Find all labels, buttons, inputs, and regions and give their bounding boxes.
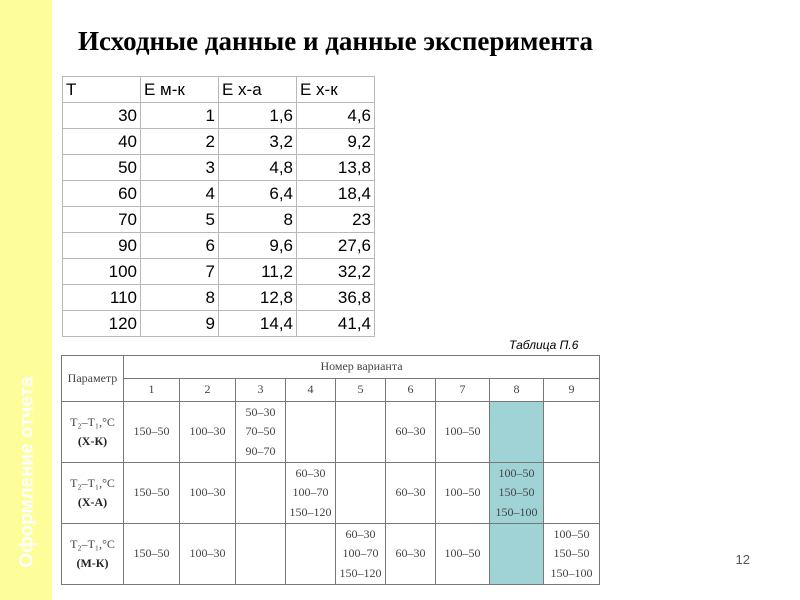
variant-cell: 150–50 — [124, 402, 180, 463]
variant-cell — [544, 402, 600, 463]
table-cell: 13,8 — [297, 155, 375, 181]
variant-cell — [336, 402, 386, 463]
variant-number: 3 — [236, 379, 286, 402]
sidebar-label: Оформление отчета — [17, 376, 38, 568]
table-row — [63, 233, 375, 259]
table-row — [63, 129, 375, 155]
header-cell: T — [63, 77, 141, 103]
table-cell: 100 — [63, 259, 141, 285]
table-row — [63, 155, 375, 181]
table-cell: 110 — [63, 285, 141, 311]
table-cell: 120 — [63, 311, 141, 337]
variant-cell: 150–50 — [124, 463, 180, 524]
variant-number: 6 — [386, 379, 436, 402]
variant-cell — [236, 463, 286, 524]
table-cell: 12,8 — [219, 285, 297, 311]
table-cell: 41,4 — [297, 311, 375, 337]
variant-number: 2 — [180, 379, 236, 402]
param-header: Параметр — [62, 356, 124, 402]
variant-cell: 50–30 70–50 90–70 — [236, 402, 286, 463]
table-row — [63, 207, 375, 233]
highlighted-variant-cell — [490, 402, 544, 463]
variant-number: 5 — [336, 379, 386, 402]
variant-cell: 60–30 — [386, 524, 436, 585]
variant-cell: 60–30 — [386, 402, 436, 463]
header-cell: E х-к — [297, 77, 375, 103]
table-row — [62, 524, 600, 585]
table-cell: 4,6 — [297, 103, 375, 129]
header-cell: E м-к — [141, 77, 219, 103]
variant-cell — [544, 463, 600, 524]
variant-cell — [236, 524, 286, 585]
table-cell: 36,8 — [297, 285, 375, 311]
variant-number: 8 — [490, 379, 544, 402]
variant-number: 9 — [544, 379, 600, 402]
page-title: Исходные данные и данные эксперимента — [78, 26, 594, 56]
table-cell: 4,8 — [219, 155, 297, 181]
param-label: T₂–T₁,°C — [70, 414, 115, 429]
table-cell: 3 — [141, 155, 219, 181]
table-caption: Таблица П.6 — [509, 338, 579, 352]
table-cell: 1 — [141, 103, 219, 129]
data-table-header-row — [63, 77, 375, 103]
param-code: (Х-К) — [77, 434, 108, 448]
table-row — [62, 402, 600, 463]
table-cell: 6 — [141, 233, 219, 259]
page-number: 12 — [735, 552, 750, 567]
variant-cell: 100–50 — [436, 463, 490, 524]
param-cell — [62, 463, 124, 524]
variant-cell — [336, 463, 386, 524]
table-cell: 8 — [141, 285, 219, 311]
table-cell: 9 — [141, 311, 219, 337]
variant-number: 4 — [286, 379, 336, 402]
variant-cell: 100–50 150–50 150–100 — [544, 524, 600, 585]
variant-cell: 60–30 — [386, 463, 436, 524]
table-cell: 4 — [141, 181, 219, 207]
variant-cell: 60–30 100–70 150–120 — [286, 463, 336, 524]
table-cell: 6,4 — [219, 181, 297, 207]
table-cell: 50 — [63, 155, 141, 181]
table-cell: 14,4 — [219, 311, 297, 337]
header-cell: E х-а — [219, 77, 297, 103]
param-label: T₂–T₁,°C — [70, 536, 115, 551]
table-row — [63, 285, 375, 311]
table-row — [63, 103, 375, 129]
param-cell — [62, 524, 124, 585]
table-row — [62, 463, 600, 524]
variant-cell — [286, 402, 336, 463]
variant-cell: 60–30 100–70 150–120 — [336, 524, 386, 585]
table-cell: 23 — [297, 207, 375, 233]
param-cell — [62, 402, 124, 463]
table-cell: 7 — [141, 259, 219, 285]
variant-header: Номер варианта — [124, 356, 600, 379]
variant-table — [61, 355, 600, 585]
variant-number: 7 — [436, 379, 490, 402]
table-cell: 5 — [141, 207, 219, 233]
table-cell: 27,6 — [297, 233, 375, 259]
table-cell: 40 — [63, 129, 141, 155]
variant-cell: 100–50 — [436, 402, 490, 463]
param-label: T₂–T₁,°C — [70, 475, 115, 490]
table-cell: 9,6 — [219, 233, 297, 259]
data-table-body — [63, 103, 375, 337]
variant-cell: 100–30 — [180, 402, 236, 463]
table-cell: 8 — [219, 207, 297, 233]
table-cell: 70 — [63, 207, 141, 233]
table-cell: 3,2 — [219, 129, 297, 155]
variant-table-body — [62, 356, 600, 585]
table-row — [63, 181, 375, 207]
param-code: (Х-А) — [77, 495, 108, 509]
table-cell: 60 — [63, 181, 141, 207]
table-cell: 9,2 — [297, 129, 375, 155]
table-cell: 30 — [63, 103, 141, 129]
table-row — [63, 311, 375, 337]
table-cell: 18,4 — [297, 181, 375, 207]
table-row — [63, 259, 375, 285]
table-cell: 32,2 — [297, 259, 375, 285]
variant-number: 1 — [124, 379, 180, 402]
table-cell: 90 — [63, 233, 141, 259]
variant-cell: 100–30 — [180, 463, 236, 524]
param-code: (М-К) — [76, 556, 109, 570]
table-cell: 11,2 — [219, 259, 297, 285]
table-cell: 1,6 — [219, 103, 297, 129]
variant-cell: 150–50 — [124, 524, 180, 585]
highlighted-variant-cell: 100–50 150–50 150–100 — [490, 463, 544, 524]
data-table — [62, 76, 375, 337]
variant-cell — [286, 524, 336, 585]
variant-number-row — [62, 379, 600, 402]
variant-cell: 100–50 — [436, 524, 490, 585]
sidebar-band — [0, 0, 52, 600]
table-cell: 2 — [141, 129, 219, 155]
highlighted-variant-cell — [490, 524, 544, 585]
variant-cell: 100–30 — [180, 524, 236, 585]
